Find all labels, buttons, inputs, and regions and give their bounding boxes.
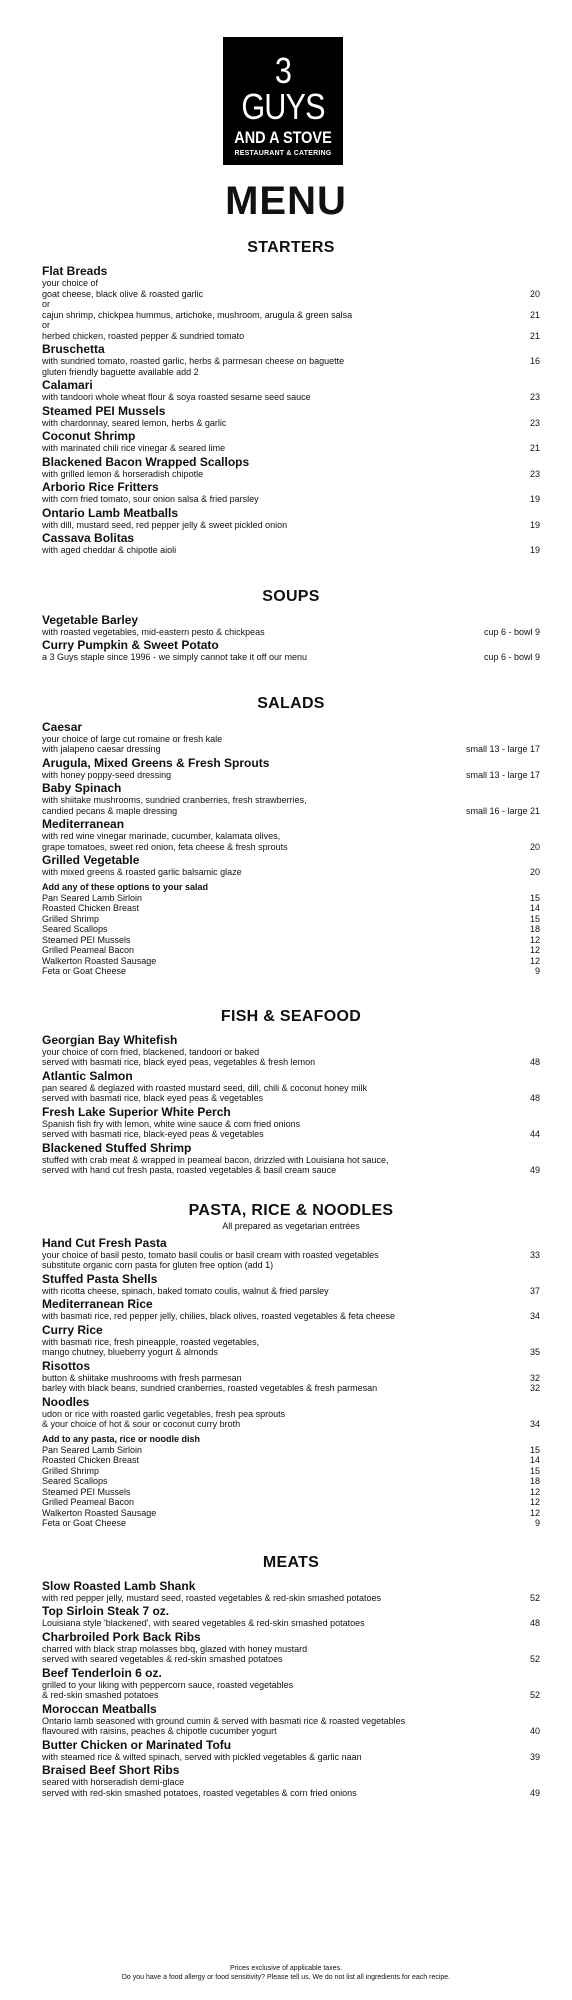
addon-line: [42, 893, 540, 904]
menu-item-description: with steamed rice & wilted spinach, served with pickled vegetables & garlic naan: [42, 1751, 362, 1762]
menu-item-line: [42, 1593, 540, 1604]
pasta-addons-heading: Add to any pasta, rice or noodle dish: [42, 1433, 201, 1444]
menu-item-price: cup 6 - bowl 9: [483, 626, 540, 637]
menu-item-line: [42, 1752, 540, 1763]
menu-item-name: Beef Tenderloin 6 oz.: [42, 1665, 162, 1680]
fish-list: [42, 1033, 540, 1176]
addon-name: Walkerton Roasted Sausage: [42, 1507, 157, 1518]
menu-item: [42, 1579, 540, 1604]
addon-line: [42, 1476, 540, 1487]
menu-item-line: [42, 1047, 540, 1058]
menu-item-line: [42, 770, 540, 781]
menu-item-description: & red-skin smashed potatoes: [42, 1690, 159, 1700]
pasta-list: [42, 1236, 540, 1430]
menu-item-name: Bruschetta: [42, 342, 105, 356]
menu-item-price: 19: [529, 494, 540, 504]
menu-item-description: with dill, mustard seed, red pepper jelly & sweet pickled onion: [42, 519, 288, 530]
menu-item-name: Risottos: [42, 1358, 90, 1373]
menu-item-description: gluten friendly baguette available add 2: [42, 366, 199, 377]
logo-line-2: AND A STOVE: [234, 128, 332, 147]
menu-item-description: flavoured with raisins, peaches & chipotle cucumber yogurt: [42, 1726, 277, 1736]
menu-item-description: your choice of corn fried, blackened, tandoori or baked: [42, 1046, 260, 1057]
addon-line: [42, 924, 540, 935]
addon-line: [42, 966, 540, 977]
menu-item-price: 37: [529, 1285, 540, 1296]
menu-item: [42, 264, 540, 341]
menu-item-description: with mixed greens & roasted garlic balsamic glaze: [42, 867, 242, 877]
menu-item-line: [42, 1347, 540, 1358]
menu-item-line: [42, 831, 540, 842]
menu-item-line: [42, 1690, 540, 1701]
menu-item-name: Blackened Stuffed Shrimp: [42, 1140, 192, 1155]
menu-item-name: Flat Breads: [42, 264, 108, 278]
menu-item-line: [42, 1373, 540, 1384]
menu-item-name: Butter Chicken or Marinated Tofu: [42, 1737, 232, 1752]
menu-item-description: your choice of: [42, 278, 99, 288]
menu-item-description: with honey poppy-seed dressing: [42, 769, 172, 780]
menu-item-name: Curry Pumpkin & Sweet Potato: [42, 638, 219, 652]
menu-item-description: Ontario lamb seasoned with ground cumin & served with basmati rice & roasted vegetables: [42, 1715, 406, 1726]
addon-price: 15: [529, 1465, 540, 1476]
menu-item-description: with red wine vinegar marinade, cucumber, kalamata olives,: [42, 831, 281, 841]
menu-item-description: a 3 Guys staple since 1996 - we simply cannot take it off our menu: [42, 652, 307, 662]
addon-line: [42, 1508, 540, 1519]
menu-item-line: [42, 520, 540, 531]
pasta-note: All prepared as vegetarian entrées: [222, 1220, 360, 1231]
menu-item-name: Coconut Shrimp: [42, 429, 136, 443]
menu-item-description: button & shiitake mushrooms with fresh parmesan: [42, 1372, 242, 1383]
addon-line: [42, 1487, 540, 1498]
menu-item-line: [42, 469, 540, 480]
menu-item-description: substitute organic corn pasta for gluten free option (add 1): [42, 1260, 274, 1270]
menu-item-name: Mediterranean: [42, 817, 125, 831]
menu-item: [42, 1738, 540, 1763]
menu-item-line: [42, 1788, 540, 1799]
menu-item-price: 52: [529, 1690, 540, 1700]
menu-item-line: [42, 320, 540, 331]
menu-item-description: herbed chicken, roasted pepper & sundried tomato: [42, 330, 245, 341]
menu-item-line: [42, 1250, 540, 1261]
menu-item-description: your choice of large cut romaine or fresh kale: [42, 733, 223, 744]
menu-item-price: 49: [529, 1787, 540, 1798]
menu-item-line: [42, 356, 540, 367]
menu-item: [42, 1033, 540, 1068]
logo: [223, 37, 343, 165]
menu-item-price: 21: [529, 330, 540, 341]
menu-item: [42, 817, 540, 852]
menu-item: [42, 1359, 540, 1394]
starters-list: [42, 264, 540, 556]
menu-item-name: Georgian Bay Whitefish: [42, 1032, 178, 1047]
menu-item-description: served with hand cut fresh pasta, roasted vegetables & basil cream sauce: [42, 1165, 337, 1175]
menu-item-description: with aged cheddar & chipotle aioli: [42, 545, 177, 555]
menu-item-description: grilled to your liking with peppercorn sauce, roasted vegetables: [42, 1679, 294, 1690]
addon-name: Walkerton Roasted Sausage: [42, 955, 157, 966]
pasta-heading: PASTA, RICE & NOODLES: [188, 1201, 394, 1219]
menu-item-line: [42, 1260, 540, 1271]
addon-line: [42, 935, 540, 946]
menu-item-line: [42, 1311, 540, 1322]
menu-item-price: small 16 - large 21: [465, 805, 540, 816]
menu-item-description: served with red-skin smashed potatoes, roasted vegetables & corn fried onions: [42, 1787, 357, 1798]
addon-name: Steamed PEI Mussels: [42, 934, 131, 945]
menu-item-name: Mediterranean Rice: [42, 1297, 153, 1311]
addon-price: 12: [529, 945, 540, 955]
addon-name: Roasted Chicken Breast: [42, 1455, 140, 1465]
addon-name: Roasted Chicken Breast: [42, 903, 140, 913]
menu-item-line: [42, 1680, 540, 1691]
menu-item-description: seared with horseradish demi-glace: [42, 1777, 185, 1787]
menu-item-description: served with seared vegetables & red-skin smashed potatoes: [42, 1654, 283, 1664]
menu-item-line: [42, 1618, 540, 1629]
menu-item-name: Top Sirloin Steak 7 oz.: [42, 1604, 170, 1618]
addon-name: Grilled Peameal Bacon: [42, 1497, 135, 1507]
menu-item: [42, 506, 540, 531]
menu-item-name: Stuffed Pasta Shells: [42, 1271, 158, 1286]
menu-item: [42, 531, 540, 556]
menu-item-line: [42, 867, 540, 878]
menu-item-description: udon or rice with roasted garlic vegetables, fresh pea sprouts: [42, 1408, 286, 1419]
menu-item: [42, 429, 540, 454]
fish-heading: FISH & SEAFOOD: [220, 1007, 362, 1025]
menu-item-name: Cassava Bolitas: [42, 531, 135, 545]
menu-item: [42, 378, 540, 403]
addon-line: [42, 914, 540, 925]
menu-item-description: with basmati rice, fresh pineapple, roasted vegetables,: [42, 1336, 260, 1347]
footer: [0, 1964, 572, 1982]
menu-item-line: [42, 367, 540, 378]
addon-line: [42, 903, 540, 914]
menu-item-line: [42, 392, 540, 403]
pasta-addons: [42, 1445, 540, 1529]
menu-item: [42, 613, 540, 638]
menu-item-line: [42, 1654, 540, 1665]
menu-item-description: with chardonnay, seared lemon, herbs & garlic: [42, 417, 227, 428]
menu-item-price: 21: [529, 443, 540, 453]
menu-item-description: with marinated chili rice vinegar & seared lime: [42, 443, 226, 453]
logo-line-1: 3 GUYS: [241, 50, 325, 127]
menu-item-price: 34: [529, 1419, 540, 1429]
menu-item-name: Braised Beef Short Ribs: [42, 1763, 180, 1777]
menu-item-price: 40: [529, 1726, 540, 1736]
menu-item-line: [42, 1129, 540, 1140]
menu-item-line: [42, 1165, 540, 1176]
menu-item-description: or: [42, 299, 51, 309]
menu-item-description: cajun shrimp, chickpea hummus, artichoke, mushroom, arugula & green salsa: [42, 309, 353, 320]
addon-name: Feta or Goat Cheese: [42, 966, 127, 976]
menu-item-description: with ricotta cheese, spinach, baked tomato coulis, walnut & fried parsley: [42, 1285, 329, 1296]
menu-item-line: [42, 842, 540, 853]
menu-item-name: Atlantic Salmon: [42, 1068, 133, 1083]
starters-heading: STARTERS: [247, 239, 335, 256]
addon-name: Pan Seared Lamb Sirloin: [42, 1444, 143, 1455]
menu-item-price: 52: [529, 1654, 540, 1664]
addon-price: 9: [534, 1518, 540, 1528]
menu-item-name: Steamed PEI Mussels: [42, 403, 166, 418]
menu-item-description: Louisiana style 'blackened', with seared vegetables & red-skin smashed potatoes: [42, 1618, 365, 1628]
menu-item-description: mango chutney, blueberry yogurt & almonds: [42, 1347, 218, 1357]
menu-item-description: served with basmati rice, black eyed peas & vegetables: [42, 1093, 264, 1103]
menu-item: [42, 720, 540, 755]
footer-tax-note: Prices exclusive of applicable taxes.: [229, 1965, 343, 1972]
menu-item: [42, 1272, 540, 1297]
menu-item-name: Fresh Lake Superior White Perch: [42, 1104, 231, 1119]
menu-item-line: [42, 795, 540, 806]
addon-price: 18: [529, 1476, 540, 1486]
menu-item-price: 34: [529, 1311, 540, 1321]
menu-item-price: 33: [529, 1249, 540, 1260]
menu-body: [42, 238, 540, 1799]
menu-item-price: 44: [529, 1129, 540, 1139]
menu-item-line: [42, 1337, 540, 1348]
menu-item-description: with corn fried tomato, sour onion salsa & fried parsley: [42, 494, 259, 504]
menu-item-line: [42, 1726, 540, 1737]
salads-list: [42, 720, 540, 878]
menu-item-line: [42, 1083, 540, 1094]
menu-item-line: [42, 1155, 540, 1166]
menu-item-line: [42, 418, 540, 429]
menu-item: [42, 1630, 540, 1665]
menu-item-line: [42, 1777, 540, 1788]
menu-item-description: Spanish fish fry with lemon, white wine sauce & corn fried onions: [42, 1118, 301, 1129]
addon-line: [42, 1497, 540, 1508]
menu-item-description: served with basmati rice, black eyed peas, vegetables & fresh lemon: [42, 1057, 316, 1067]
footer-allergy-note: Do you have a food allergy or food sensitivity? Please tell us. We do not list all ingredients for each recipe.: [121, 1974, 451, 1981]
menu-item-line: [42, 1057, 540, 1068]
menu-item-name: Curry Rice: [42, 1322, 103, 1337]
menu-item-name: Calamari: [42, 378, 93, 392]
menu-item: [42, 756, 540, 781]
menu-item-description: served with basmati rice, black-eyed peas & vegetables: [42, 1129, 264, 1139]
menu-item-name: Moroccan Meatballs: [42, 1701, 157, 1716]
menu-item-line: [42, 1286, 540, 1297]
menu-item: [42, 480, 540, 505]
menu-item-price: cup 6 - bowl 9: [483, 652, 540, 662]
menu-item-description: with roasted vegetables, mid-eastern pesto & chickpeas: [42, 626, 265, 637]
menu-item-description: your choice of basil pesto, tomato basil coulis or basil cream with roasted vegetables: [42, 1249, 379, 1260]
addon-line: [42, 1455, 540, 1466]
addon-price: 14: [529, 903, 540, 913]
addon-name: Pan Seared Lamb Sirloin: [42, 892, 143, 903]
addon-name: Steamed PEI Mussels: [42, 1486, 131, 1497]
addon-price: 12: [529, 1486, 540, 1497]
menu-item-price: 19: [529, 519, 540, 530]
menu-item: [42, 1323, 540, 1358]
menu-item-line: [42, 744, 540, 755]
menu-item-price: 19: [529, 545, 540, 555]
addon-price: 15: [529, 892, 540, 903]
menu-item: [42, 638, 540, 663]
menu-item-price: 23: [529, 468, 540, 479]
menu-item-price: 32: [529, 1383, 540, 1393]
menu-item-name: Blackened Bacon Wrapped Scallops: [42, 454, 250, 469]
menu-item-description: grape tomatoes, sweet red onion, feta cheese & fresh sprouts: [42, 841, 288, 852]
menu-item: [42, 1236, 540, 1271]
menu-item-price: 23: [529, 392, 540, 402]
menu-item-price: small 13 - large 17: [465, 744, 540, 754]
menu-item-description: with sundried tomato, roasted garlic, herbs & parmesan cheese on baguette: [42, 356, 345, 366]
menu-item-line: [42, 443, 540, 454]
menu-item-description: with grilled lemon & horseradish chipotle: [42, 468, 204, 479]
menu-item-line: [42, 1093, 540, 1104]
menu-item-line: [42, 734, 540, 745]
menu-item-name: Ontario Lamb Meatballs: [42, 505, 179, 520]
menu-title: MENU: [225, 179, 347, 223]
menu-item-description: or: [42, 320, 51, 330]
addon-price: 15: [529, 1444, 540, 1455]
menu-item-price: 20: [529, 288, 540, 299]
menu-item-line: [42, 627, 540, 638]
menu-item-line: [42, 1119, 540, 1130]
addon-price: 12: [529, 955, 540, 966]
menu-item: [42, 1141, 540, 1176]
menu-item: [42, 1702, 540, 1737]
menu-item: [42, 404, 540, 429]
menu-item-price: 48: [529, 1618, 540, 1628]
menu-item-name: Slow Roasted Lamb Shank: [42, 1578, 196, 1593]
menu-item-name: Caesar: [42, 719, 83, 734]
addon-line: [42, 1445, 540, 1456]
menu-item: [42, 1069, 540, 1104]
menu-item-description: goat cheese, black olive & roasted garlic: [42, 288, 204, 299]
menu-item-price: 20: [529, 841, 540, 852]
meats-heading: MEATS: [262, 1553, 320, 1571]
menu-item-price: 49: [529, 1165, 540, 1175]
menu-item-price: small 13 - large 17: [465, 769, 540, 780]
menu-item-name: Vegetable Barley: [42, 612, 139, 627]
menu-item-line: [42, 652, 540, 663]
menu-item-line: [42, 1716, 540, 1727]
menu-item-line: [42, 1383, 540, 1394]
menu-item-name: Arborio Rice Fritters: [42, 480, 159, 494]
addon-line: [42, 1518, 540, 1529]
addon-price: 12: [529, 934, 540, 945]
menu-item-price: 52: [529, 1592, 540, 1603]
meats-list: [42, 1579, 540, 1799]
menu-item: [42, 1763, 540, 1798]
menu-item-price: 48: [529, 1057, 540, 1067]
addon-name: Grilled Shrimp: [42, 1465, 100, 1476]
menu-item-line: [42, 1419, 540, 1430]
menu-item: [42, 1604, 540, 1629]
menu-item-line: [42, 289, 540, 300]
menu-item-name: Grilled Vegetable: [42, 853, 140, 867]
menu-item-description: with tandoori whole wheat flour & soya roasted sesame seed sauce: [42, 392, 311, 402]
menu-item-price: 48: [529, 1093, 540, 1103]
menu-item: [42, 342, 540, 377]
menu-item: [42, 853, 540, 878]
menu-item-description: with red pepper jelly, mustard seed, roasted vegetables & red-skin smashed potatoes: [42, 1592, 382, 1603]
menu-item-line: [42, 310, 540, 321]
menu-item-line: [42, 545, 540, 556]
menu-item-description: charred with black strap molasses bbq, glazed with honey mustard: [42, 1643, 308, 1654]
menu-item-description: with basmati rice, red pepper jelly, chilies, black olives, roasted vegetables & feta cheese: [42, 1311, 396, 1321]
menu-item-name: Hand Cut Fresh Pasta: [42, 1235, 167, 1250]
menu-item-price: 35: [529, 1347, 540, 1357]
addon-price: 15: [529, 913, 540, 924]
menu-item-line: [42, 278, 540, 289]
menu-item-description: & your choice of hot & sour or coconut curry broth: [42, 1419, 241, 1429]
menu-item-price: 32: [529, 1372, 540, 1383]
addon-name: Seared Scallops: [42, 1476, 108, 1486]
menu-item-name: Baby Spinach: [42, 781, 122, 795]
salads-heading: SALADS: [257, 694, 325, 712]
addon-name: Feta or Goat Cheese: [42, 1518, 127, 1528]
menu-item-name: Noodles: [42, 1394, 90, 1409]
menu-item-description: pan seared & deglazed with roasted mustard seed, dill, chili & coconut honey milk: [42, 1082, 368, 1093]
menu-item-description: candied pecans & maple dressing: [42, 805, 178, 816]
menu-item-line: [42, 299, 540, 310]
soups-heading: SOUPS: [262, 587, 320, 605]
addon-price: 12: [529, 1507, 540, 1518]
menu-item: [42, 1105, 540, 1140]
menu-item-name: Charbroiled Pork Back Ribs: [42, 1629, 201, 1644]
menu-item-price: 16: [529, 356, 540, 366]
menu-item-description: with shiitake mushrooms, sundried cranberries, fresh strawberries,: [42, 795, 307, 805]
salads-addons-heading: Add any of these options to your salad: [42, 881, 209, 892]
addon-name: Grilled Shrimp: [42, 913, 100, 924]
soups-list: [42, 613, 540, 663]
menu-item: [42, 455, 540, 480]
menu-item-line: [42, 331, 540, 342]
addon-line: [42, 945, 540, 956]
menu-item-line: [42, 494, 540, 505]
menu-item-description: with jalapeno caesar dressing: [42, 744, 161, 754]
menu-item-price: 20: [529, 867, 540, 877]
addon-price: 18: [529, 924, 540, 934]
addon-price: 12: [529, 1497, 540, 1507]
menu-item-name: Arugula, Mixed Greens & Fresh Sprouts: [42, 755, 270, 770]
menu-item-price: 23: [529, 417, 540, 428]
menu-item-price: 39: [529, 1751, 540, 1762]
addon-price: 9: [534, 966, 540, 976]
menu-item-line: [42, 1409, 540, 1420]
salads-addons: [42, 893, 540, 977]
addon-name: Seared Scallops: [42, 924, 108, 934]
menu-item: [42, 1297, 540, 1322]
menu-item: [42, 1395, 540, 1430]
addon-name: Grilled Peameal Bacon: [42, 945, 135, 955]
menu-item-line: [42, 806, 540, 817]
addon-price: 14: [529, 1455, 540, 1465]
menu-item-description: barley with black beans, sundried cranberries, roasted vegetables & fresh parmesan: [42, 1383, 378, 1393]
addon-line: [42, 1466, 540, 1477]
logo-line-3: RESTAURANT & CATERING: [234, 150, 332, 157]
menu-item-line: [42, 1644, 540, 1655]
menu-item: [42, 1666, 540, 1701]
menu-item-description: stuffed with crab meat & wrapped in peameal bacon, drizzled with Louisiana hot sauce,: [42, 1154, 389, 1165]
addon-line: [42, 956, 540, 967]
menu-item-price: 21: [529, 309, 540, 320]
menu-item: [42, 781, 540, 816]
